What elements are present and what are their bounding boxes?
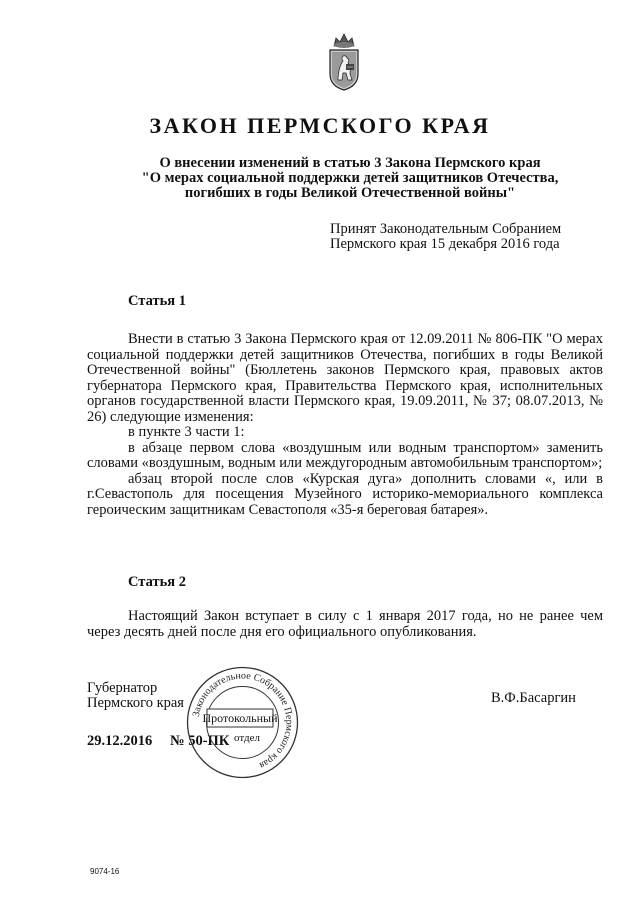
article1-paragraph: Внести в статью 3 Закона Пермского края от 12.09.2011 № 806-ПК "О мерах социальной поддержки детей защитников Отечества, погибших в годы Великой Отечественной войны" (Бюллетень законов Пермского края, правовых актов губернатора Пермского края, Правительства Пермского края, исполнительных органов государственной власти Пермского края, 19.09.2011, № 37; 08.07.2013, № 26) следующие изменения: bbox=[87, 331, 603, 425]
signatory-position-line: Пермского края bbox=[87, 695, 184, 711]
article1-paragraph: абзац второй после слов «Курская дуга» дополнить словами «, или в г.Севастополь для посещения Музейного историко-мемориального комплекса героическим защитникам Севастополя «35-я береговая батарея». bbox=[87, 470, 603, 518]
subtitle-line: погибших в годы Великой Отечественной войны" bbox=[184, 185, 516, 201]
article1-paragraph: в пункте 3 части 1: bbox=[128, 424, 245, 440]
article1-paragraph: в абзаце первом слова «воздушным или водным транспортом» заменить словами «воздушным, водным или междугородным автомобильным транспортом»; bbox=[87, 439, 603, 471]
article2-body bbox=[87, 609, 603, 640]
stamp-ring-textpath: Законодательное Собрание Пермского края bbox=[190, 670, 295, 771]
stamp-inner-subtitle: отдел bbox=[234, 732, 260, 744]
article1-body bbox=[87, 332, 603, 518]
official-stamp bbox=[185, 665, 300, 780]
document-code: 9074-16 bbox=[90, 867, 120, 876]
adoption-line: Принят Законодательным Собранием bbox=[330, 221, 562, 237]
signatory-position bbox=[87, 681, 184, 711]
law-subtitle bbox=[110, 156, 590, 201]
signatory-position-line: Губернатор bbox=[87, 680, 158, 696]
article2-heading: Статья 2 bbox=[128, 574, 186, 590]
perm-krai-coat-of-arms-icon bbox=[326, 28, 362, 92]
stamp-inner-title: Протокольный bbox=[202, 711, 278, 725]
law-number: № 50-ПК bbox=[170, 733, 230, 749]
law-date: 29.12.2016 bbox=[87, 733, 153, 749]
adoption-line: Пермского края 15 декабря 2016 года bbox=[330, 236, 560, 252]
article1-heading: Статья 1 bbox=[128, 293, 186, 309]
signatory-name: В.Ф.Басаргин bbox=[491, 690, 576, 706]
law-title: ЗАКОН ПЕРМСКОГО КРАЯ bbox=[149, 113, 491, 138]
adoption-note bbox=[330, 222, 561, 252]
subtitle-line: О внесении изменений в статью 3 Закона Пермского края bbox=[159, 155, 541, 171]
subtitle-line: "О мерах социальной поддержки детей защитников Отечества, bbox=[141, 170, 559, 186]
article2-paragraph: Настоящий Закон вступает в силу с 1 января 2017 года, но не ранее чем через десять дней после дня его официального опубликования. bbox=[87, 608, 603, 640]
